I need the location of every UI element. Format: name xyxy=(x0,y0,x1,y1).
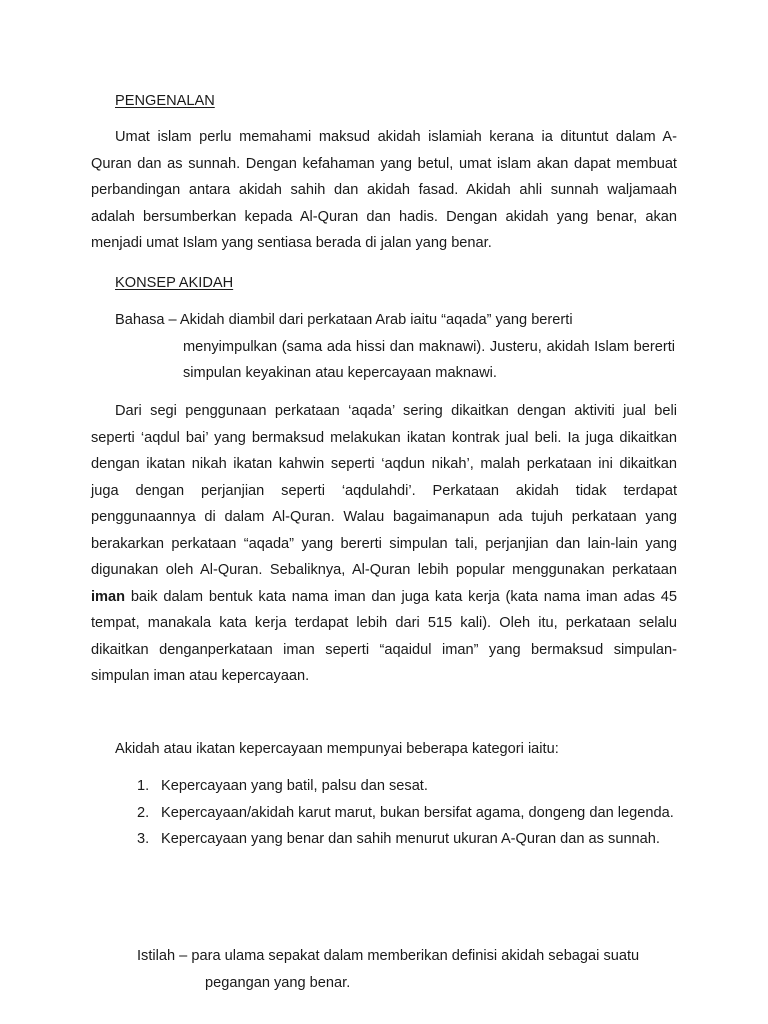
aqada-section xyxy=(91,398,677,690)
istilah-definition xyxy=(137,943,697,996)
list-item xyxy=(91,773,677,800)
list-item-number: 2. xyxy=(137,804,150,821)
list-item-number: 3. xyxy=(137,831,150,847)
categories-list-block xyxy=(91,773,677,853)
istilah-first-line: Istilah – para ulama sepakat dalam memberikan definisi akidah sebagai suatu xyxy=(137,948,640,964)
intro-section xyxy=(91,124,677,257)
bahasa-continuation: menyimpulkan (sama ada hissi dan maknawi). Justeru, akidah Islam bererti simpulan keyakinan atau kepercayaan maknawi. xyxy=(183,338,675,381)
bahasa-definition xyxy=(115,307,675,387)
heading-konsep-akidah: KONSEP AKIDAH xyxy=(115,275,234,291)
section-heading-concept xyxy=(115,270,415,297)
categories-list xyxy=(91,773,677,853)
section-heading-intro xyxy=(115,88,415,115)
bold-word-iman: iman xyxy=(91,588,126,605)
list-item-text: Kepercayaan/akidah karut marut, bukan bersifat agama, dongeng dan legenda. xyxy=(161,804,674,821)
aqada-paragraph xyxy=(91,398,677,690)
list-item xyxy=(91,826,677,853)
list-item-number: 1. xyxy=(137,778,150,794)
list-item-text: Kepercayaan yang benar dan sahih menurut ukuran A-Quran dan as sunnah. xyxy=(161,831,660,847)
heading-pengenalan: PENGENALAN xyxy=(115,93,215,109)
aqada-text-before: Dari segi penggunaan perkataan ‘aqada’ sering dikaitkan dengan aktiviti jual beli seperti ‘aqdul bai’ yang bermaksud melakukan ikatan kontrak jual beli. Ia juga dikaitkan dengan ikatan nikah ikatan kahwin seperti ‘aqdun nikah’, malah perkataan ini dikaitkan juga dengan perjanjian seperti ‘aqdulahdi’. Perkataan akidah tidak terdapat penggunaannya di dalam Al-Quran. Walau bagaimanapun ada tujuh perkataan yang berakarkan perkataan “aqada” yang bererti simpulan tali, perjanjian dan lain-lain yang digunakan oleh Al-Quran. Sebaliknya, Al-Quran lebih popular menggunakan perkataan xyxy=(91,403,677,578)
aqada-text-after: baik dalam bentuk kata nama iman dan juga kata kerja (kata nama iman adas 45 tempat, manakala kata kerja terdapat lebih dari 515 kali). Oleh itu, perkataan selalu dikaitkan denganperkataan iman seperti “aqaidul iman” yang bermaksud simpulan-simpulan iman atau kepercayaan. xyxy=(91,588,677,684)
intro-paragraph: Umat islam perlu memahami maksud akidah islamiah kerana ia dituntut dalam A-Quran dan as sunnah. Dengan kefahaman yang betul, umat islam akan dapat membuat perbandingan antara akidah sahih dan akidah fasad. Akidah ahli sunnah waljamaah adalah bersumberkan kepada Al-Quran dan hadis. Dengan akidah yang benar, akan menjadi umat Islam yang sentiasa berada di jalan yang benar. xyxy=(91,129,677,251)
bahasa-first-line: Bahasa – Akidah diambil dari perkataan Arab iaitu “aqada” yang bererti xyxy=(115,312,573,328)
list-item-text: Kepercayaan yang batil, palsu dan sesat. xyxy=(161,778,428,794)
categories-intro-block xyxy=(115,736,675,763)
categories-intro: Akidah atau ikatan kepercayaan mempunyai beberapa kategori iaitu: xyxy=(115,741,559,757)
istilah-continuation: pegangan yang benar. xyxy=(205,974,351,991)
list-item xyxy=(91,800,677,827)
